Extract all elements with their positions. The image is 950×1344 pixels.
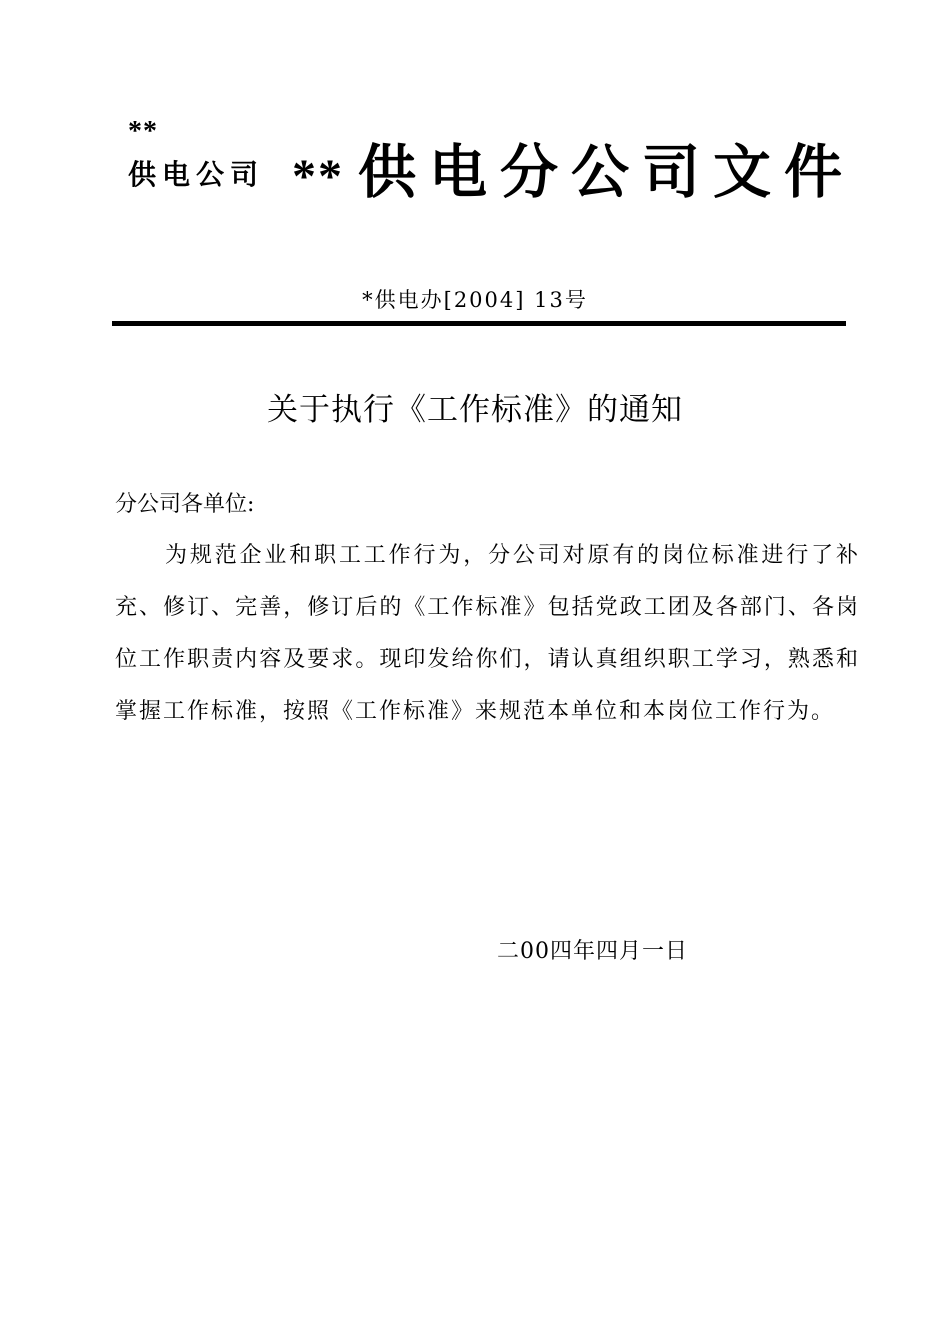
issue-date: 二00四年四月一日 — [497, 939, 688, 964]
addressee: 分公司各单位: — [115, 492, 255, 517]
header-left-block — [128, 118, 298, 192]
header-stars-large: ** — [292, 150, 344, 203]
header-company-small: 供电公司 — [128, 158, 265, 191]
document-number: *供电办[2004] 13号 — [362, 288, 588, 312]
body-paragraph: 为规范企业和职工工作行为，分公司对原有的岗位标准进行了补充、修订、完善，修订后的《工作标准》包括党政工团及各部门、各岗位工作职责内容及要求。现印发给你们，请认真组织职工学习，熟悉和掌握工作标准，按照《工作标准》来规范本单位和本岗位工作行为。 — [115, 543, 860, 724]
header-title: 供电分公司文件 — [358, 138, 856, 206]
document-header — [292, 125, 855, 209]
header-stars-small: ** — [128, 116, 158, 147]
notice-title: 关于执行《工作标准》的通知 — [267, 392, 683, 428]
header-divider — [112, 321, 846, 326]
